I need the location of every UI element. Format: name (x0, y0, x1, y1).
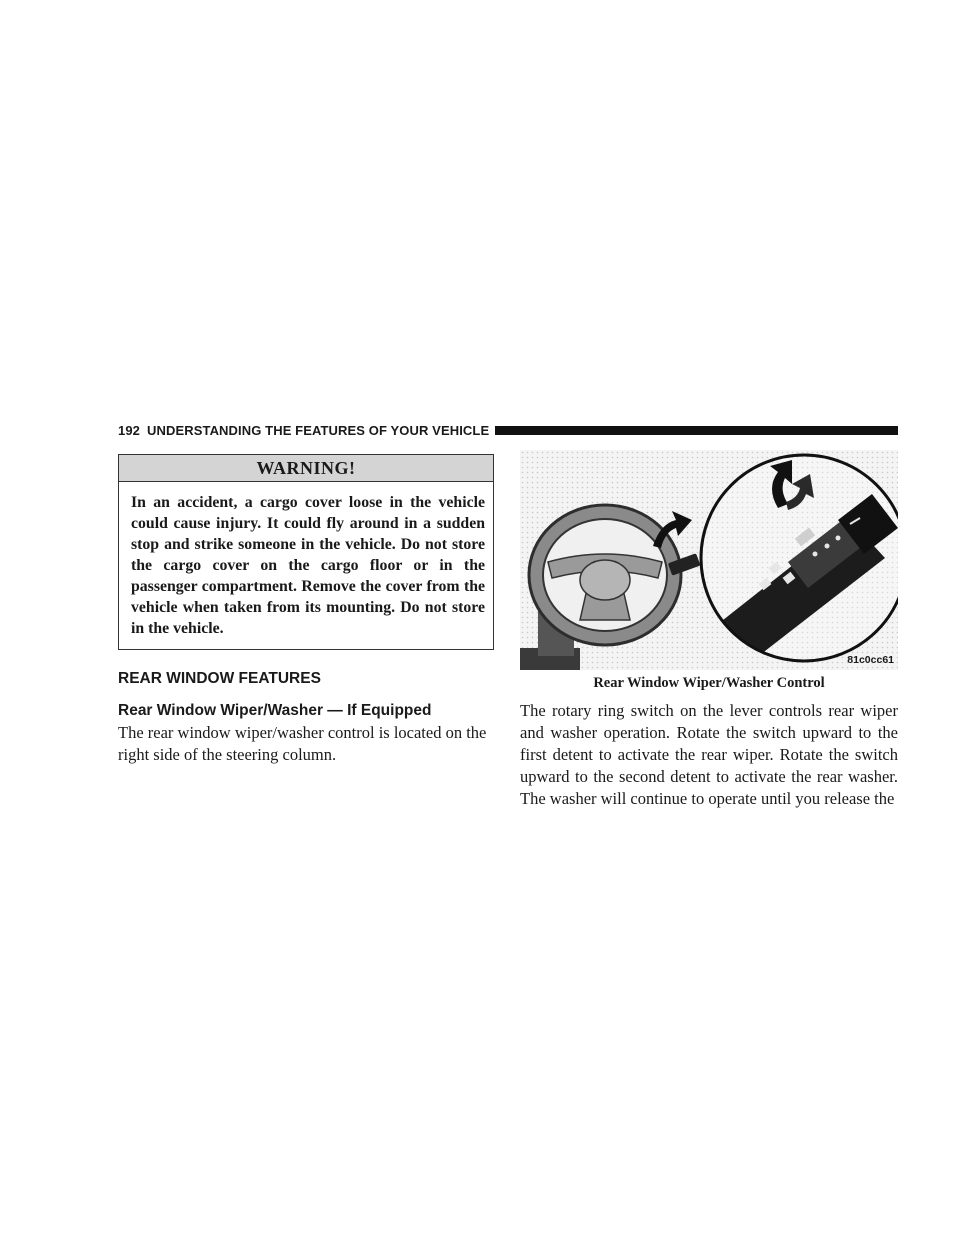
figure-code: 81c0cc61 (847, 654, 894, 666)
left-column (118, 454, 494, 766)
header-rule (495, 426, 898, 435)
right-column (520, 450, 898, 810)
warning-box (118, 454, 494, 650)
warning-title: WARNING! (119, 455, 493, 482)
section-subheading: Rear Window Wiper/Washer — If Equipped (118, 702, 432, 719)
page-header (118, 420, 898, 440)
figure-wiper-control (520, 450, 898, 670)
figure-caption: Rear Window Wiper/Washer Control (593, 675, 825, 691)
section-paragraph: The rear window wiper/washer control is located on the right side of the steering column. (118, 723, 487, 764)
section-heading: REAR WINDOW FEATURES (118, 670, 321, 687)
page-number: 192 (118, 422, 140, 438)
warning-text: In an accident, a cargo cover loose in the vehicle could cause injury. It could fly around in a sudden stop and strike someone in the vehicle. Do not store the cargo cover on the cargo floor or in the passenger compartment. Remove the cover from the vehicle when taken from its mounting. Do not store in the vehicle. (131, 494, 485, 637)
section-title: UNDERSTANDING THE FEATURES OF YOUR VEHICLE (147, 422, 490, 438)
right-paragraph: The rotary ring switch on the lever controls rear wiper and washer operation. Rotate the switch upward to the first detent to activate the rear wiper. Rotate the switch upward to the second detent to activate the rear washer. The washer will continue to operate until you release the (520, 701, 898, 808)
